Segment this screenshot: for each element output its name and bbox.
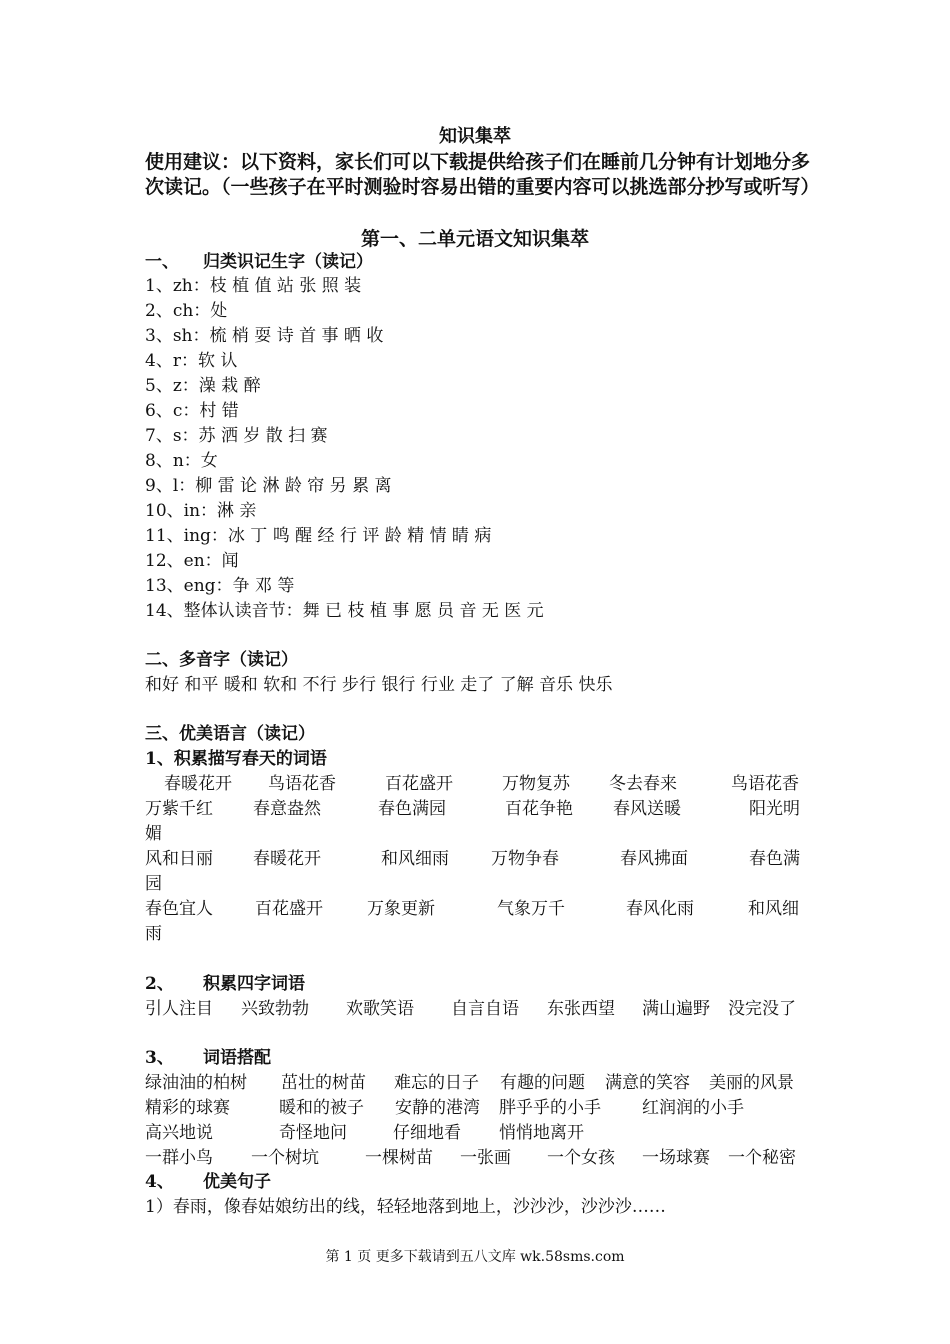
phrase: 满意的笑容 <box>605 1073 690 1093</box>
word: 兴致勃勃 <box>241 999 309 1019</box>
word: 行业 <box>420 675 455 695</box>
word: 春意盎然 <box>253 799 321 819</box>
sentences-heading: 4、 优美句子 <box>145 1172 271 1192</box>
word: 春风拂面 <box>620 849 688 869</box>
word: 引人注目 <box>145 999 213 1019</box>
section3-heading: 三、优美语言（读记） <box>145 724 315 744</box>
word: 春色满园 <box>378 799 446 819</box>
word: 软和 <box>263 675 298 695</box>
collocation-row <box>145 1096 810 1121</box>
word: 万物争春 <box>491 849 559 869</box>
word: 百花盛开 <box>385 774 453 794</box>
four-char-words-heading: 2、 积累四字词语 <box>145 974 305 994</box>
char-group-item: 5、z：澡 栽 醉 <box>145 376 261 396</box>
unit-title: 第一、二单元语文知识集萃 <box>360 228 589 250</box>
word: 春风送暖 <box>613 799 681 819</box>
char-group-item: 13、eng：争 邓 等 <box>145 576 295 596</box>
word: 自言自语 <box>451 999 519 1019</box>
collocation-row <box>145 1071 810 1096</box>
collocation-heading: 3、 词语搭配 <box>145 1048 271 1068</box>
word: 春暖花开 <box>253 849 321 869</box>
word: 万物复苏 <box>502 774 570 794</box>
char-group-item: 3、sh：梳 梢 耍 诗 首 事 晒 收 <box>145 326 384 346</box>
word: 欢歌笑语 <box>346 999 414 1019</box>
word: 万紫千红 <box>145 799 213 819</box>
phrase: 茁壮的树苗 <box>281 1073 366 1093</box>
phrase: 奇怪地问 <box>279 1123 347 1143</box>
sentence: 1）春雨，像春姑娘纺出的线，轻轻地落到地上，沙沙沙，沙沙沙…… <box>145 1197 666 1217</box>
word: 春色宜人 <box>145 899 213 919</box>
phrase: 一个秘密 <box>728 1148 796 1168</box>
four-char-words-row <box>145 997 810 1022</box>
char-group-item: 8、n：女 <box>145 451 218 471</box>
word: 和风细雨 <box>145 899 799 944</box>
word: 暖和 <box>223 675 258 695</box>
phrase: 美丽的风景 <box>709 1073 794 1093</box>
phrase: 一个女孩 <box>547 1148 615 1168</box>
word: 快乐 <box>578 675 613 695</box>
polyphone-list <box>145 673 612 697</box>
char-group-item: 2、ch：处 <box>145 301 228 321</box>
word: 走了 <box>460 675 495 695</box>
word: 春色满园 <box>145 849 800 894</box>
word: 百花盛开 <box>255 899 323 919</box>
word: 银行 <box>381 675 416 695</box>
word: 阳光明媚 <box>145 799 800 844</box>
section1-heading: 一、 归类识记生字（读记） <box>145 252 373 272</box>
char-group-item: 9、l：柳 雷 论 淋 龄 帘 另 累 离 <box>145 476 392 496</box>
spring-words-row <box>145 772 810 797</box>
phrase: 一棵树苗 <box>365 1148 433 1168</box>
word: 鸟语花香 <box>731 774 799 794</box>
phrase: 一个树坑 <box>251 1148 319 1168</box>
phrase: 一场球赛 <box>642 1148 710 1168</box>
collocation-row <box>145 1121 810 1146</box>
char-group-item: 4、r：软 认 <box>145 351 238 371</box>
word: 没完没了 <box>728 999 796 1019</box>
word: 音乐 <box>539 675 574 695</box>
phrase: 仔细地看 <box>393 1123 461 1143</box>
spring-words-heading: 1、积累描写春天的词语 <box>145 749 327 769</box>
phrase: 一张画 <box>460 1148 511 1168</box>
word: 满山遍野 <box>642 999 710 1019</box>
spring-words-row <box>145 847 810 897</box>
word: 风和日丽 <box>145 849 213 869</box>
phrase: 安静的港湾 <box>395 1098 480 1118</box>
char-group-item: 14、整体认读音节：舞 已 枝 植 事 愿 员 音 无 医 元 <box>145 601 544 621</box>
phrase: 绿油油的柏树 <box>145 1073 247 1093</box>
word: 东张西望 <box>547 999 615 1019</box>
phrase: 暖和的被子 <box>279 1098 364 1118</box>
phrase: 精彩的球赛 <box>145 1098 230 1118</box>
page-footer: 第 1 页 更多下载请到五八文库 wk.58sms.com <box>325 1249 625 1265</box>
word: 春风化雨 <box>626 899 694 919</box>
usage-note: 使用建议：以下资料，家长们可以下载提供给孩子们在睡前几分钟有计划地分多次读记。（一些孩子在平时测验时容易出错的重要内容可以挑选部分抄写或听写） <box>145 151 820 198</box>
spring-words-row <box>145 897 810 947</box>
word: 鸟语花香 <box>268 774 336 794</box>
phrase: 难忘的日子 <box>394 1073 479 1093</box>
word: 和风细雨 <box>381 849 449 869</box>
word: 春暖花开 <box>164 774 232 794</box>
phrase: 一群小鸟 <box>145 1148 213 1168</box>
word: 和平 <box>184 675 219 695</box>
phrase: 高兴地说 <box>145 1123 213 1143</box>
char-group-item: 6、c：村 错 <box>145 401 239 421</box>
page-title: 知识集萃 <box>439 126 511 147</box>
word: 和好 <box>145 675 179 695</box>
char-group-item: 11、ing：冰 丁 鸣 醒 经 行 评 龄 精 情 睛 病 <box>145 526 492 546</box>
word: 万象更新 <box>367 899 435 919</box>
char-group-item: 12、en：闻 <box>145 551 239 571</box>
section2-heading: 二、多音字（读记） <box>145 650 298 670</box>
phrase: 有趣的问题 <box>500 1073 585 1093</box>
char-group-item: 1、zh：枝 植 值 站 张 照 装 <box>145 276 362 296</box>
phrase: 胖乎乎的小手 <box>499 1098 601 1118</box>
word: 步行 <box>342 675 377 695</box>
char-group-item: 7、s：苏 洒 岁 散 扫 赛 <box>145 426 328 446</box>
word: 冬去春来 <box>609 774 677 794</box>
word: 不行 <box>302 675 337 695</box>
phrase: 红润润的小手 <box>642 1098 744 1118</box>
char-group-item: 10、in：淋 亲 <box>145 501 257 521</box>
word: 气象万千 <box>497 899 565 919</box>
spring-words-row <box>145 797 810 847</box>
collocation-row <box>145 1146 810 1171</box>
phrase: 悄悄地离开 <box>499 1123 584 1143</box>
word: 百花争艳 <box>505 799 573 819</box>
word: 了解 <box>499 675 534 695</box>
